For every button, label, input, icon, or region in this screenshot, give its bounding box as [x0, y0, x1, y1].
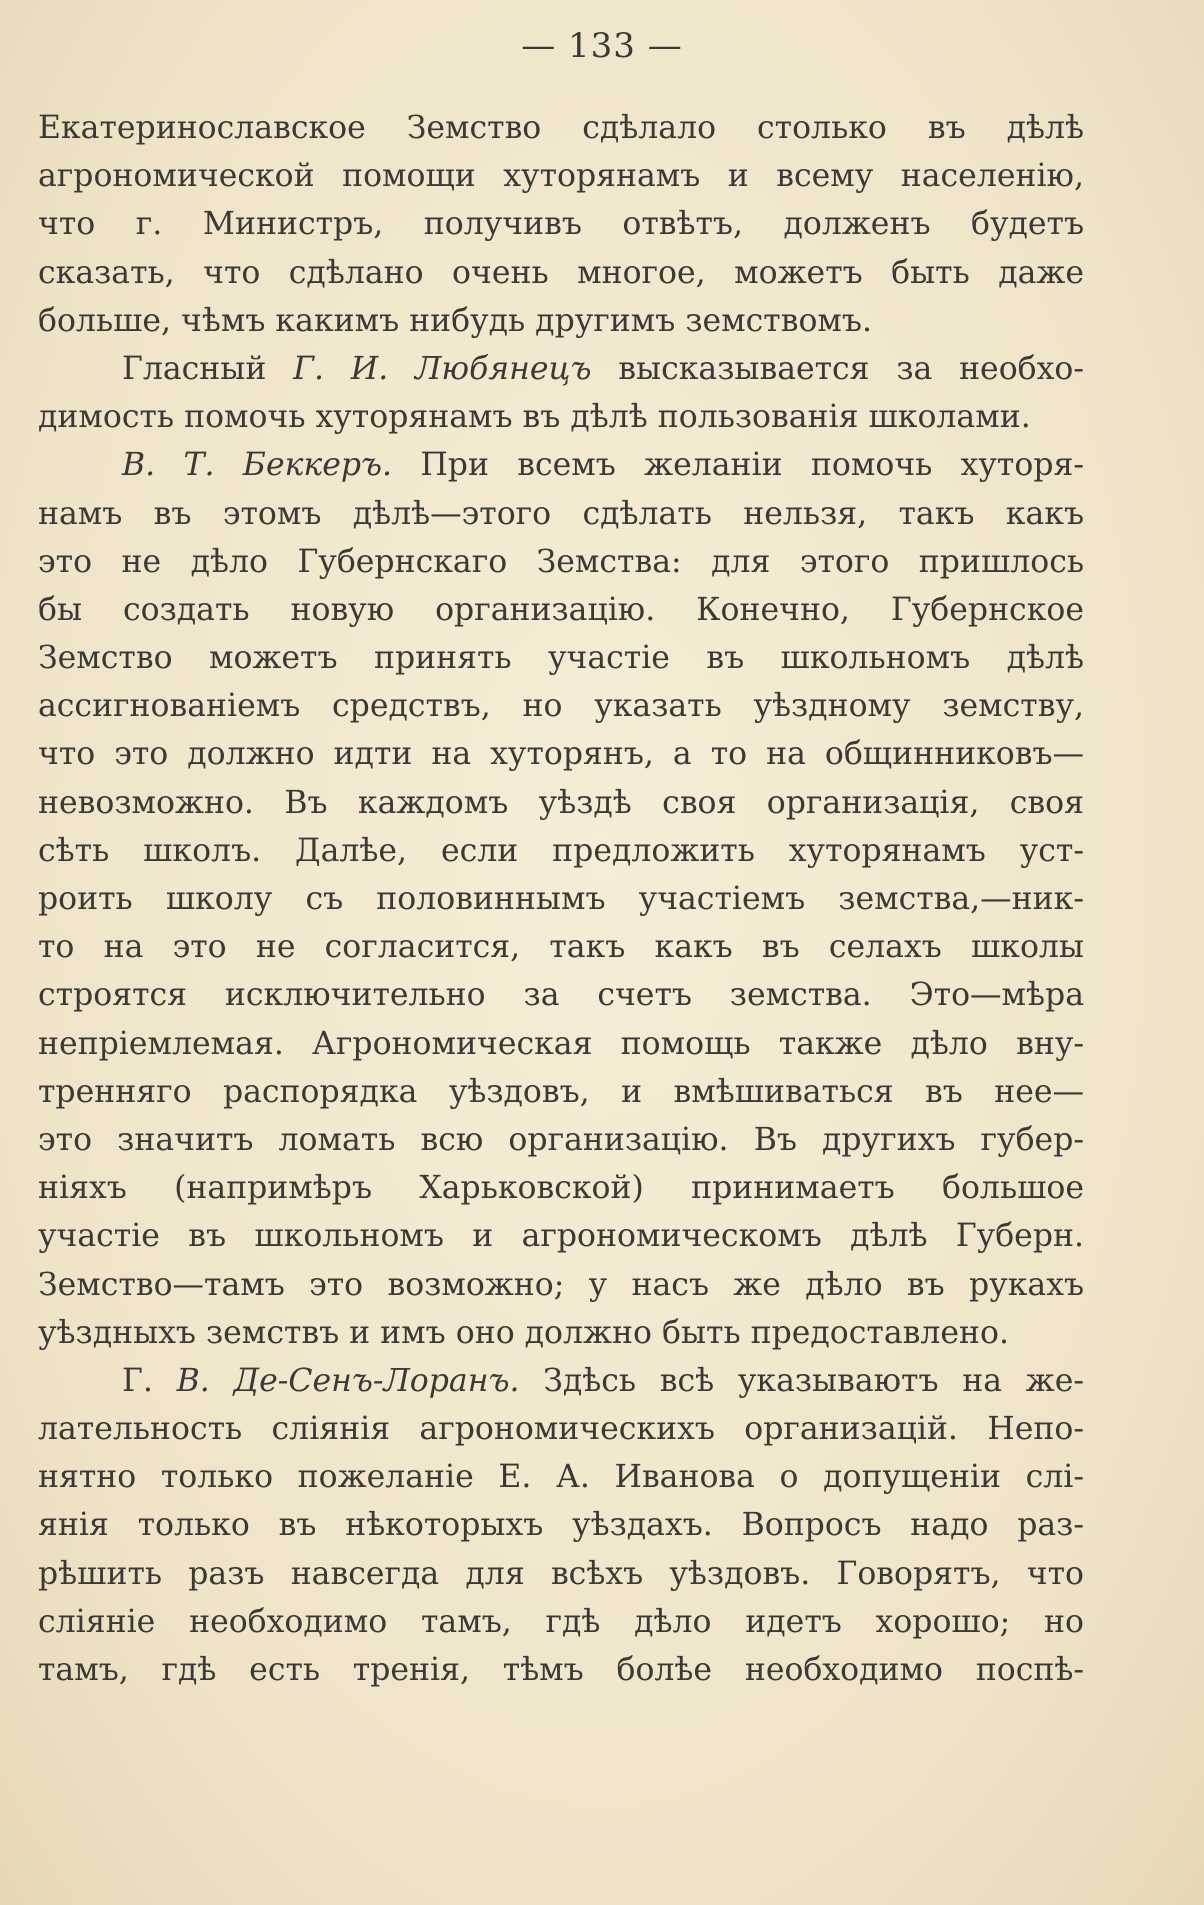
line-text: лательность слiянiя агрономическихъ организацій. Непо- — [38, 1411, 1084, 1448]
line-text: больше, чѣмъ какимъ нибудь другимъ земствомъ. — [38, 302, 872, 339]
line-prefix: Гласный — [122, 350, 294, 387]
line-text: агрономической помощи хуторянамъ и всему населенію, — [38, 158, 1084, 195]
text-line — [38, 634, 1084, 682]
text-line — [38, 1164, 1084, 1212]
line-text: Земство можетъ принять участіе въ школьномъ дѣлѣ — [38, 640, 1084, 677]
line-text: тамъ, гдѣ есть тренія, тѣмъ болѣе необходимо поспѣ- — [38, 1652, 1084, 1688]
line-text: это значитъ ломать всю организацію. Въ другихъ губер- — [38, 1121, 1084, 1158]
line-text: При всемъ желаніи помочь хуторя- — [392, 447, 1084, 484]
line-text: это не дѣло Губернскаго Земства: для этого пришлось — [38, 543, 1084, 580]
line-text: намъ въ этомъ дѣлѣ—этого сдѣлать нельзя, такъ какъ — [38, 495, 1084, 532]
text-line — [38, 923, 1084, 971]
line-text: Земство—тамъ это возможно; у насъ же дѣло въ рукахъ — [38, 1266, 1084, 1303]
line-text: янія только въ нѣкоторыхъ уѣздахъ. Вопросъ надо раз- — [38, 1507, 1084, 1544]
text-line — [38, 730, 1084, 778]
line-text: участіе въ школьномъ и агрономическомъ дѣлѣ Губерн. — [38, 1218, 1084, 1255]
line-text: высказывается за необхо- — [591, 350, 1084, 387]
line-text: строятся исключительно за счетъ земства. Это—мѣра — [38, 977, 1084, 1014]
page-number: — 133 — — [521, 26, 683, 66]
line-text: невозможно. Въ каждомъ уѣздѣ своя организація, своя — [38, 784, 1084, 821]
line-text: то на это не согласится, такъ какъ въ селахъ школы — [38, 929, 1084, 966]
text-line — [38, 1405, 1084, 1453]
text-line — [38, 1261, 1084, 1309]
text-line — [38, 1309, 1084, 1357]
line-text: Здѣсь всѣ указываютъ на же- — [519, 1362, 1084, 1399]
text-line — [38, 490, 1084, 538]
text-line — [38, 393, 1084, 441]
line-text: бы создать новую организацію. Конечно, Губернское — [38, 591, 1084, 628]
line-text: ніяхъ (напримѣръ Харьковской) принимаетъ большое — [38, 1170, 1084, 1207]
text-line — [38, 779, 1084, 827]
text-line — [38, 249, 1084, 297]
line-text: что г. Министръ, получивъ отвѣтъ, долженъ будетъ — [38, 206, 1084, 243]
text-line — [38, 1357, 1084, 1405]
line-text: ассигнованіемъ средствъ, но указать уѣздному земству, — [38, 688, 1084, 725]
text-line — [38, 297, 1084, 345]
text-line — [38, 875, 1084, 923]
text-line — [38, 1550, 1084, 1598]
text-line — [38, 1068, 1084, 1116]
text-line — [38, 441, 1084, 489]
line-text: сліяніе необходимо тамъ, гдѣ дѣло идетъ хорошо; но — [38, 1603, 1084, 1640]
text-line — [38, 1646, 1084, 1694]
text-line — [38, 971, 1084, 1019]
text-line — [38, 1501, 1084, 1549]
speaker-name: В. Де-Сенъ-Лоранъ. — [176, 1362, 520, 1399]
line-text: что это должно идти на хуторянъ, а то на общинниковъ— — [38, 736, 1084, 773]
text-line — [38, 1020, 1084, 1068]
line-text: рѣшить разъ навсегда для всѣхъ уѣздовъ. Говорятъ, что — [38, 1555, 1084, 1592]
line-text: роить школу съ половиннымъ участіемъ земства,—ник- — [38, 881, 1084, 917]
text-line — [38, 1116, 1084, 1164]
text-line — [38, 1212, 1084, 1260]
body-text — [38, 104, 1084, 1694]
line-text: димость помочь хуторянамъ въ дѣлѣ пользованія школами. — [38, 399, 1031, 436]
speaker-name: Г. И. Любянецъ — [293, 350, 592, 387]
text-line — [38, 827, 1084, 875]
text-line — [38, 682, 1084, 730]
line-prefix: Г. — [122, 1362, 177, 1399]
text-line — [38, 104, 1084, 152]
text-line — [38, 345, 1084, 393]
text-line — [38, 152, 1084, 200]
text-line — [38, 1598, 1084, 1646]
line-text: непріемлемая. Агрономическая помощь также дѣло вну- — [38, 1025, 1084, 1062]
line-text: Екатеринославское Земство сдѣлало столько въ дѣлѣ — [38, 110, 1084, 146]
text-line — [38, 586, 1084, 634]
text-line — [38, 538, 1084, 586]
text-line — [38, 200, 1084, 248]
line-text: нятно только пожеланіе Е. А. Иванова о допущеніи слі- — [38, 1459, 1084, 1496]
speaker-name: В. Т. Беккеръ. — [122, 447, 393, 484]
line-text: уѣздныхъ земствъ и имъ оно должно быть предоставлено. — [38, 1314, 1009, 1351]
line-text: сказать, что сдѣлано очень многое, можетъ быть даже — [38, 254, 1084, 291]
text-line — [38, 1453, 1084, 1501]
line-text: сѣть школъ. Далѣе, если предложить хуторянамъ уст- — [38, 832, 1084, 869]
line-text: тренняго распорядка уѣздовъ, и вмѣшиваться въ нее— — [38, 1073, 1084, 1110]
